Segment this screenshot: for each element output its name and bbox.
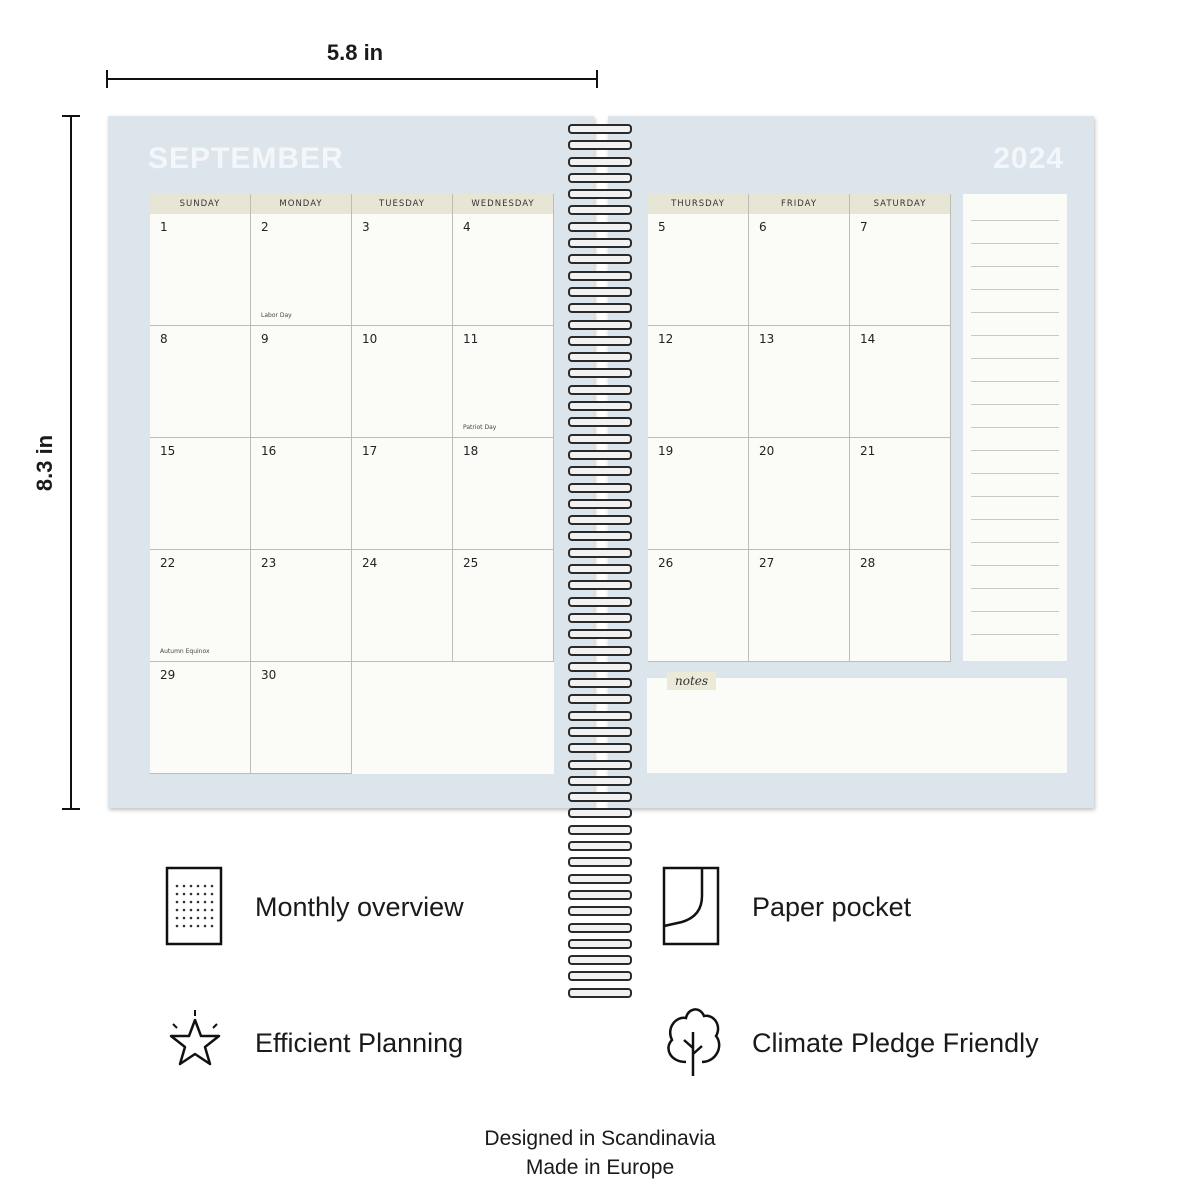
grid-dot — [183, 893, 186, 896]
footer-line-made: Made in Europe — [525, 1156, 675, 1179]
calendar-grid-icon — [165, 866, 227, 948]
day-number: 29 — [160, 668, 176, 682]
grid-dot — [197, 925, 200, 928]
spiral-ring — [568, 971, 632, 981]
grid-dot — [183, 901, 186, 904]
day-number: 30 — [261, 668, 277, 682]
spiral-ring — [568, 646, 632, 656]
day-number: 19 — [658, 444, 674, 458]
year-title: 2024 — [993, 142, 1064, 175]
holiday-label: Patriot Day — [463, 424, 497, 431]
spiral-ring — [568, 629, 632, 639]
spiral-ring — [568, 157, 632, 167]
spiral-ring — [568, 678, 632, 688]
grid-dot — [211, 893, 214, 896]
spiral-ring — [568, 401, 632, 411]
month-title: SEPTEMBER — [148, 142, 344, 175]
day-number: 4 — [463, 220, 471, 234]
day-cell — [150, 214, 251, 326]
day-cell — [453, 326, 554, 438]
feature-label: Monthly overview — [255, 891, 464, 922]
spiral-ring — [568, 434, 632, 444]
ruled-line — [971, 473, 1059, 474]
day-cell — [648, 326, 749, 438]
grid-dot — [211, 901, 214, 904]
ruled-line — [971, 220, 1059, 221]
feature-label: Paper pocket — [752, 891, 912, 922]
day-cell — [850, 214, 951, 326]
spiral-ring — [568, 597, 632, 607]
holiday-label: Labor Day — [261, 312, 292, 319]
day-number: 15 — [160, 444, 176, 458]
grid-dot — [183, 925, 186, 928]
spiral-ring — [568, 564, 632, 574]
day-number: 12 — [658, 332, 674, 346]
spiral-ring — [568, 483, 632, 493]
ruled-line — [971, 312, 1059, 313]
grid-dot — [190, 917, 193, 920]
spiral-ring — [568, 955, 632, 965]
day-cell — [251, 438, 352, 550]
spiral-ring — [568, 466, 632, 476]
day-number: 6 — [759, 220, 767, 234]
day-number: 23 — [261, 556, 277, 570]
day-header-saturday: SATURDAY — [850, 194, 951, 214]
day-number: 14 — [860, 332, 876, 346]
grid-dot — [190, 885, 193, 888]
grid-dot — [197, 917, 200, 920]
day-number: 25 — [463, 556, 479, 570]
grid-dot — [197, 885, 200, 888]
ruled-line — [971, 289, 1059, 290]
day-cell — [648, 550, 749, 662]
footer — [400, 1124, 800, 1182]
spiral-ring — [568, 352, 632, 362]
feature-efficient-planning — [165, 1002, 463, 1084]
spiral-ring — [568, 254, 632, 264]
spiral-ring — [568, 271, 632, 281]
spiral-ring — [568, 368, 632, 378]
day-cell — [150, 326, 251, 438]
day-cell — [150, 550, 251, 662]
day-number: 20 — [759, 444, 775, 458]
empty-cell — [352, 662, 453, 773]
ruled-line — [971, 427, 1059, 428]
grid-dot — [204, 893, 207, 896]
day-number: 9 — [261, 332, 269, 346]
day-number: 28 — [860, 556, 876, 570]
day-cell — [648, 214, 749, 326]
grid-dot — [190, 909, 193, 912]
ruled-line — [971, 450, 1059, 451]
day-cell — [850, 438, 951, 550]
height-dimension-label: 8.3 in — [32, 434, 57, 492]
grid-dot — [204, 885, 207, 888]
feature-label: Efficient Planning — [255, 1027, 464, 1058]
day-header-sunday: SUNDAY — [150, 194, 251, 214]
day-number: 2 — [261, 220, 269, 234]
spiral-ring — [568, 515, 632, 525]
empty-cell — [453, 662, 554, 773]
day-number: 10 — [362, 332, 378, 346]
spiral-ring — [568, 580, 632, 590]
ruled-line — [971, 381, 1059, 382]
spiral-ring — [568, 694, 632, 704]
day-number: 1 — [160, 220, 168, 234]
spiral-ring — [568, 303, 632, 313]
spiral-ring — [568, 808, 632, 818]
ruled-line — [971, 358, 1059, 359]
day-number: 3 — [362, 220, 370, 234]
spiral-ring — [568, 760, 632, 770]
holiday-label: Autumn Equinox — [160, 648, 210, 655]
day-cell — [352, 438, 453, 550]
ruled-line — [971, 519, 1059, 520]
day-number: 24 — [362, 556, 378, 570]
grid-dot — [190, 925, 193, 928]
feature-paper-pocket — [662, 866, 911, 948]
notes-label: notes — [667, 672, 716, 690]
grid-dot — [183, 917, 186, 920]
spiral-ring — [568, 205, 632, 215]
grid-dot — [197, 893, 200, 896]
spiral-ring — [568, 874, 632, 884]
ruled-line — [971, 588, 1059, 589]
grid-dot — [197, 909, 200, 912]
tree-icon — [662, 1002, 724, 1084]
lined-notes-column — [963, 194, 1067, 661]
day-cell — [749, 214, 850, 326]
day-number: 16 — [261, 444, 277, 458]
day-cell — [352, 550, 453, 662]
day-number: 13 — [759, 332, 775, 346]
spiral-ring — [568, 939, 632, 949]
grid-dot — [211, 885, 214, 888]
grid-dot — [176, 925, 179, 928]
ruled-line — [971, 266, 1059, 267]
spiral-ring — [568, 776, 632, 786]
day-header-thursday: THURSDAY — [648, 194, 749, 214]
ruled-line — [971, 565, 1059, 566]
spiral-ring — [568, 222, 632, 232]
day-cell — [453, 214, 554, 326]
day-cell — [453, 550, 554, 662]
day-cell — [749, 550, 850, 662]
feature-climate-pledge — [662, 1002, 1039, 1084]
day-header-tuesday: TUESDAY — [352, 194, 453, 214]
day-cell — [352, 214, 453, 326]
ruled-line — [971, 542, 1059, 543]
ruled-line — [971, 611, 1059, 612]
day-number: 17 — [362, 444, 378, 458]
spiral-ring — [568, 450, 632, 460]
day-number: 27 — [759, 556, 775, 570]
day-header-monday: MONDAY — [251, 194, 352, 214]
star-icon — [165, 1002, 227, 1084]
notes-box — [647, 674, 1067, 773]
spiral-ring — [568, 906, 632, 916]
ruled-line — [971, 404, 1059, 405]
grid-dot — [190, 893, 193, 896]
grid-dot — [211, 925, 214, 928]
spiral-ring — [568, 173, 632, 183]
day-cell — [352, 326, 453, 438]
grid-dot — [204, 909, 207, 912]
calendar-grid-right — [648, 194, 951, 662]
grid-dot — [204, 917, 207, 920]
day-cell — [150, 662, 251, 774]
day-number: 7 — [860, 220, 868, 234]
spiral-ring — [568, 613, 632, 623]
spiral-ring — [568, 711, 632, 721]
day-cell — [251, 214, 352, 326]
spiral-binding — [568, 124, 632, 800]
grid-dot — [204, 925, 207, 928]
day-cell — [251, 662, 352, 774]
day-cell — [749, 326, 850, 438]
grid-dot — [197, 901, 200, 904]
spiral-ring — [568, 825, 632, 835]
day-cell — [150, 438, 251, 550]
planner-right-page — [608, 116, 1094, 808]
spiral-ring — [568, 417, 632, 427]
ruled-line — [971, 335, 1059, 336]
day-number: 22 — [160, 556, 176, 570]
day-cell — [251, 326, 352, 438]
spiral-ring — [568, 499, 632, 509]
spiral-ring — [568, 857, 632, 867]
day-header-friday: FRIDAY — [749, 194, 850, 214]
feature-label: Climate Pledge Friendly — [752, 1027, 1039, 1058]
pocket-icon — [662, 866, 724, 948]
planner-left-page — [108, 116, 594, 808]
spiral-ring — [568, 727, 632, 737]
calendar-grid-left — [150, 194, 554, 774]
day-cell — [453, 438, 554, 550]
grid-dot — [183, 885, 186, 888]
day-number: 18 — [463, 444, 479, 458]
day-cell — [251, 550, 352, 662]
day-cell — [850, 326, 951, 438]
grid-dot — [176, 909, 179, 912]
spiral-ring — [568, 385, 632, 395]
grid-dot — [176, 917, 179, 920]
grid-dot — [176, 885, 179, 888]
spiral-ring — [568, 320, 632, 330]
spiral-ring — [568, 189, 632, 199]
spiral-ring — [568, 238, 632, 248]
spiral-ring — [568, 890, 632, 900]
day-cell — [749, 438, 850, 550]
width-dimension-line — [106, 78, 598, 80]
spiral-ring — [568, 140, 632, 150]
spiral-ring — [568, 336, 632, 346]
ruled-line — [971, 243, 1059, 244]
spiral-ring — [568, 124, 632, 134]
spiral-ring — [568, 923, 632, 933]
day-number: 8 — [160, 332, 168, 346]
height-dimension-line — [70, 115, 72, 810]
day-number: 11 — [463, 332, 479, 346]
spiral-ring — [568, 548, 632, 558]
ruled-line — [971, 496, 1059, 497]
grid-dot — [183, 909, 186, 912]
grid-dot — [176, 901, 179, 904]
grid-dot — [176, 893, 179, 896]
spiral-ring — [568, 792, 632, 802]
spiral-ring — [568, 662, 632, 672]
day-cell — [648, 438, 749, 550]
width-dimension-label: 5.8 in — [326, 40, 384, 65]
spiral-ring — [568, 287, 632, 297]
footer-line-designed: Designed in Scandinavia — [484, 1127, 716, 1150]
grid-dot — [190, 901, 193, 904]
spiral-ring — [568, 988, 632, 998]
grid-dot — [204, 901, 207, 904]
ruled-line — [971, 634, 1059, 635]
spiral-ring — [568, 531, 632, 541]
spiral-ring — [568, 841, 632, 851]
day-number: 21 — [860, 444, 876, 458]
grid-dot — [211, 917, 214, 920]
day-header-wednesday: WEDNESDAY — [453, 194, 554, 214]
feature-monthly-overview — [165, 866, 464, 948]
grid-dot — [211, 909, 214, 912]
day-cell — [850, 550, 951, 662]
spiral-ring — [568, 743, 632, 753]
day-number: 26 — [658, 556, 674, 570]
day-number: 5 — [658, 220, 666, 234]
